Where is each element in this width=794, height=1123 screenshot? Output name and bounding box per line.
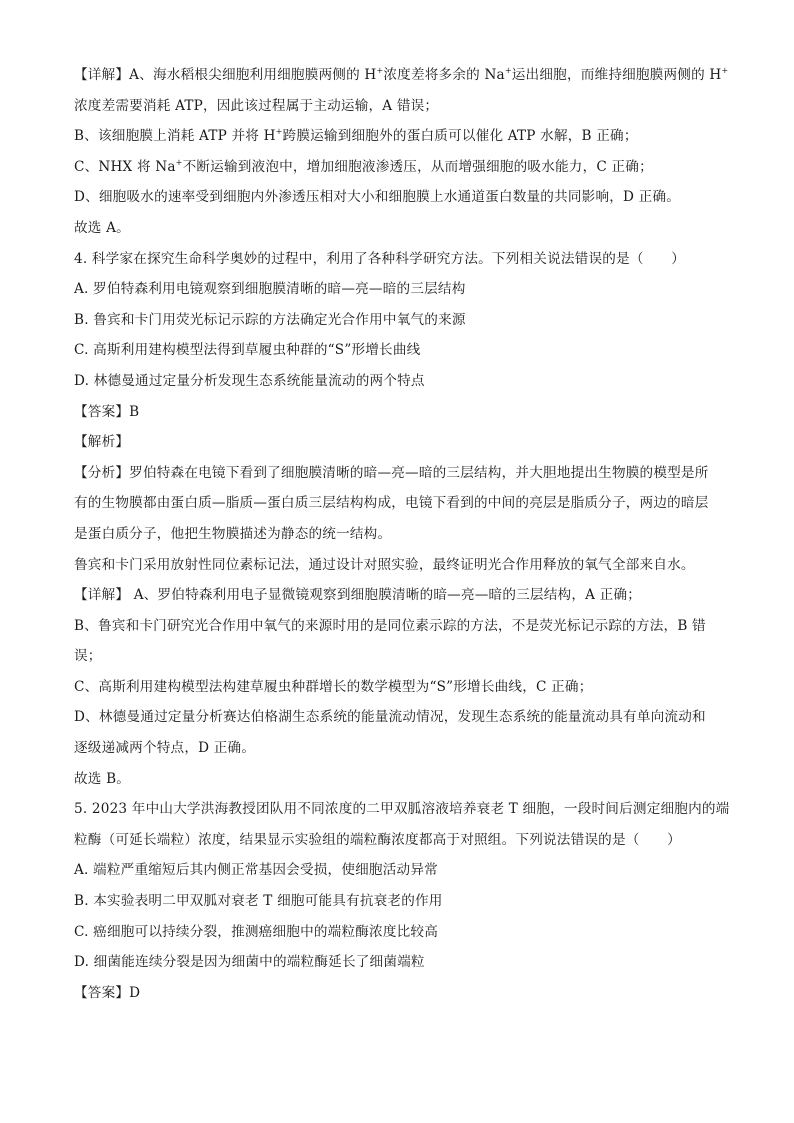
q5-stem-line-1: 5. 2023 年中山大学洪海教授团队用不同浓度的二甲双胍溶液培养衰老 T 细胞，一段时间后测定细胞内的端 [74, 801, 730, 818]
q3-detail-line-3 [74, 121, 724, 152]
q3-detail-line-2: 浓度差需要消耗 ATP，因此该过程属于主动运输，A 错误； [74, 97, 439, 114]
q4-analysis-line-2: 有的生物膜都由蛋白质—脂质—蛋白质三层结构构成，电镜下看到的中间的亮层是脂质分子，两边的暗层 [74, 495, 709, 512]
q4-analysis-line-3: 是蛋白质分子，他把生物膜描述为静态的统一结构。 [74, 525, 392, 542]
q5-option-a: A. 端粒严重缩短后其内侧正常基因会受损，使细胞活动异常 [74, 862, 438, 879]
q4-conclusion: 故选 B。 [74, 770, 131, 787]
q4-stem: 4. 科学家在探究生命科学奥妙的过程中，利用了各种科学研究方法。下列相关说法错误的是（ ） [74, 250, 686, 267]
q4-analysis-line-1: 【分析】罗伯特森在电镜下看到了细胞膜清晰的暗—亮—暗的三层结构，并大胆地提出生物膜的模型是所 [74, 464, 709, 481]
text-segment: 浓度差将多余的 Na [383, 67, 505, 83]
q3-detail-line-5: D、细胞吸水的速率受到细胞内外渗透压相对大小和细胞膜上水通道蛋白数量的共同影响，D 正确。 [74, 189, 681, 206]
text-segment: 不断运输到液泡中，增加细胞液渗透压，从而增强细胞的吸水能力，C 正确； [182, 158, 653, 175]
q3-conclusion: 故选 A。 [74, 219, 130, 236]
q4-option-a: A. 罗伯特森利用电镜观察到细胞膜清晰的暗—亮—暗的三层结构 [74, 281, 466, 298]
text-segment: 运出细胞，而维持细胞膜两侧的 H [511, 67, 722, 83]
q5-answer: 【答案】D [74, 984, 141, 1001]
q3-detail-line-4 [74, 152, 724, 183]
text-segment: 跨膜运输到细胞外的蛋白质可以催化 ATP 水解，B 正确； [282, 128, 638, 145]
q4-detail-line-3: 误； [74, 648, 102, 665]
q4-analysis-line-4: 鲁宾和卡门采用放射性同位素标记法，通过设计对照实验，最终证明光合作用释放的氧气全部来自水。 [74, 556, 695, 573]
q4-detail-line-4: C、高斯利用建构模型法构建草履虫种群增长的数学模型为“S”形增长曲线，C 正确； [74, 678, 593, 695]
q4-answer: 【答案】B [74, 403, 140, 420]
q5-option-c: C. 癌细胞可以持续分裂，推测癌细胞中的端粒酶浓度比较高 [74, 923, 439, 940]
q4-option-d: D. 林德曼通过定量分析发现生态系统能量流动的两个特点 [74, 372, 425, 389]
q4-detail-line-1: 【详解】 A、罗伯特森利用电子显微镜观察到细胞膜清晰的暗—亮—暗的三层结构，A 正确； [74, 587, 642, 604]
superscript-plus: + [504, 66, 512, 75]
q4-option-c: C. 高斯利用建构模型法得到草履虫种群的“S”形增长曲线 [74, 342, 421, 359]
text-segment: C、NHX 将 Na [74, 158, 176, 175]
superscript-plus: + [275, 127, 283, 137]
text-segment: 【详解】A、海水稻根尖细胞利用细胞膜两侧的 H [74, 67, 377, 83]
q4-detail-line-6: 逐级递减两个特点，D 正确。 [74, 740, 256, 757]
q5-option-b: B. 本实验表明二甲双胍对衰老 T 细胞可能具有抗衰老的作用 [74, 893, 443, 910]
text-segment: B、该细胞膜上消耗 ATP 并将 H [74, 128, 276, 145]
q5-stem-line-2: 粒酶（可延长端粒）浓度，结果显示实验组的端粒酶浓度都高于对照组。下列说法错误的是（ ） [74, 831, 681, 848]
q5-option-d: D. 细菌能连续分裂是因为细菌中的端粒酶延长了细菌端粒 [74, 954, 425, 971]
q3-detail-line-1 [74, 60, 729, 91]
superscript-plus: + [175, 157, 183, 167]
superscript-plus: + [376, 66, 384, 75]
q4-option-b: B. 鲁宾和卡门用荧光标记示踪的方法确定光合作用中氧气的来源 [74, 311, 466, 328]
document-page [74, 60, 730, 1008]
q4-detail-line-2: B、鲁宾和卡门研究光合作用中氧气的来源时用的是同位素示踪的方法，不是荧光标记示踪的方法，B 错 [74, 617, 706, 634]
q4-detail-line-5: D、林德曼通过定量分析赛达伯格湖生态系统的能量流动情况，发现生态系统的能量流动具有单向流动和 [74, 709, 706, 726]
superscript-plus: + [721, 66, 729, 75]
q4-analysis-label: 【解析】 [74, 434, 130, 451]
